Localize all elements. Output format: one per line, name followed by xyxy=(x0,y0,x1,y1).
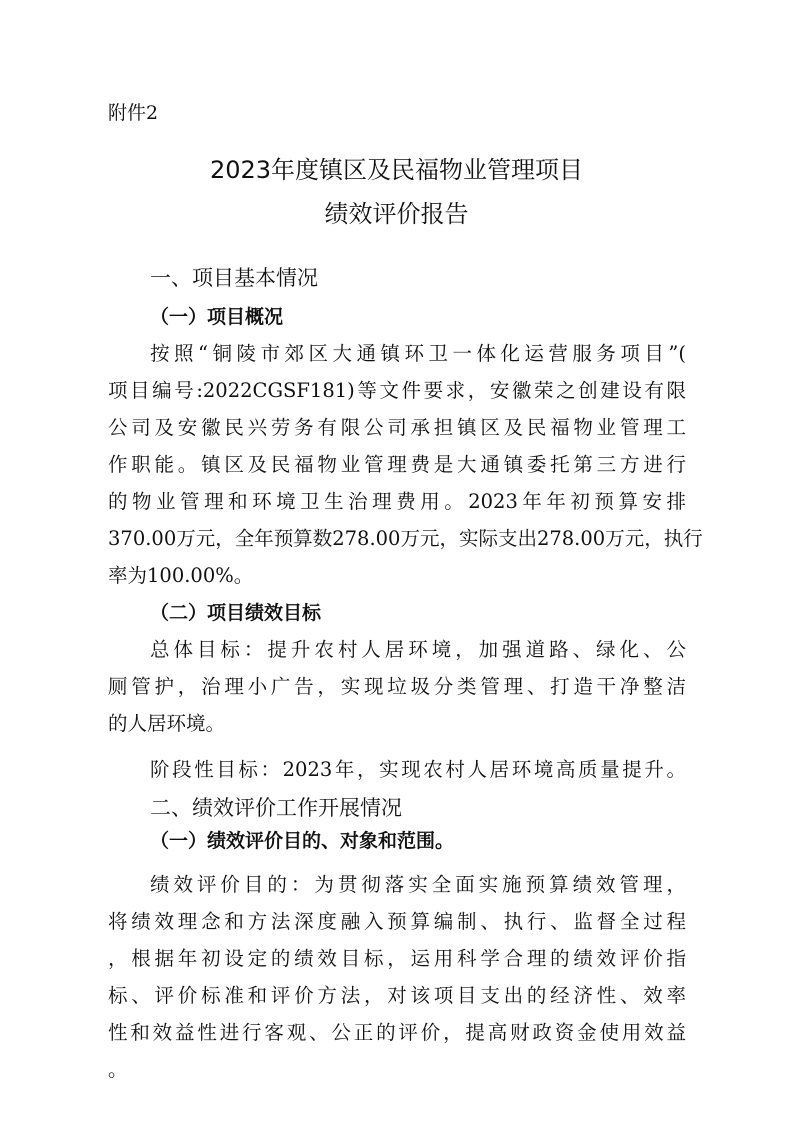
section1-heading: 一、项目基本情况 xyxy=(150,266,318,290)
paragraph-line: 的物业管理和环境卫生治理费用。2023年年初预算安排 xyxy=(108,490,686,513)
paragraph-line: 作职能。镇区及民福物业管理费是大通镇委托第三方进行 xyxy=(108,453,686,476)
paragraph-line: 绩效评价目的：为贯彻落实全面实施预算绩效管理， xyxy=(150,873,686,896)
paragraph-line: 将绩效理念和方法深度融入预算编制、执行、监督全过程 xyxy=(108,910,686,933)
paragraph-line: 按照“铜陵市郊区大通镇环卫一体化运营服务项目”( xyxy=(150,342,686,365)
paragraph-line: 性和效益性进行客观、公正的评价，提高财政资金使用效益 xyxy=(108,1021,686,1044)
section2-heading: 二、绩效评价工作开展情况 xyxy=(150,796,402,820)
paragraph-line: 阶段性目标：2023年，实现农村人居环境高质量提升。 xyxy=(150,758,686,781)
paragraph-line: 370.00万元，全年预算数278.00万元，实际支出278.00万元，执行 xyxy=(108,527,703,550)
section1-sub1-heading: （一）项目概况 xyxy=(150,306,284,328)
paragraph-line: 项目编号:2022CGSF181)等文件要求，安徽荣之创建设有限 xyxy=(108,379,686,402)
attachment-label: 附件2 xyxy=(108,102,159,124)
report-title-line2: 绩效评价报告 xyxy=(324,200,469,228)
paragraph-line: ，根据年初设定的绩效目标，运用科学合理的绩效评价指 xyxy=(108,947,686,970)
section1-sub2-heading: （二）项目绩效目标 xyxy=(150,602,322,624)
paragraph-line: 标、评价标准和评价方法，对该项目支出的经济性、效率 xyxy=(108,984,686,1007)
section2-sub1-heading: （一）绩效评价目的、对象和范围。 xyxy=(150,830,455,852)
paragraph-line: 率为100.00%。 xyxy=(108,564,254,587)
paragraph-line: 厕管护，治理小广告，实现垃圾分类管理、打造干净整洁 xyxy=(108,675,686,698)
paragraph-line: 公司及安徽民兴劳务有限公司承担镇区及民福物业管理工 xyxy=(108,416,686,439)
paragraph-line: 的人居环境。 xyxy=(108,712,226,735)
report-title-line1: 2023年度镇区及民福物业管理项目 xyxy=(209,156,584,184)
paragraph-line: 。 xyxy=(108,1058,128,1081)
paragraph-line: 总体目标：提升农村人居环境，加强道路、绿化、公 xyxy=(150,638,686,661)
